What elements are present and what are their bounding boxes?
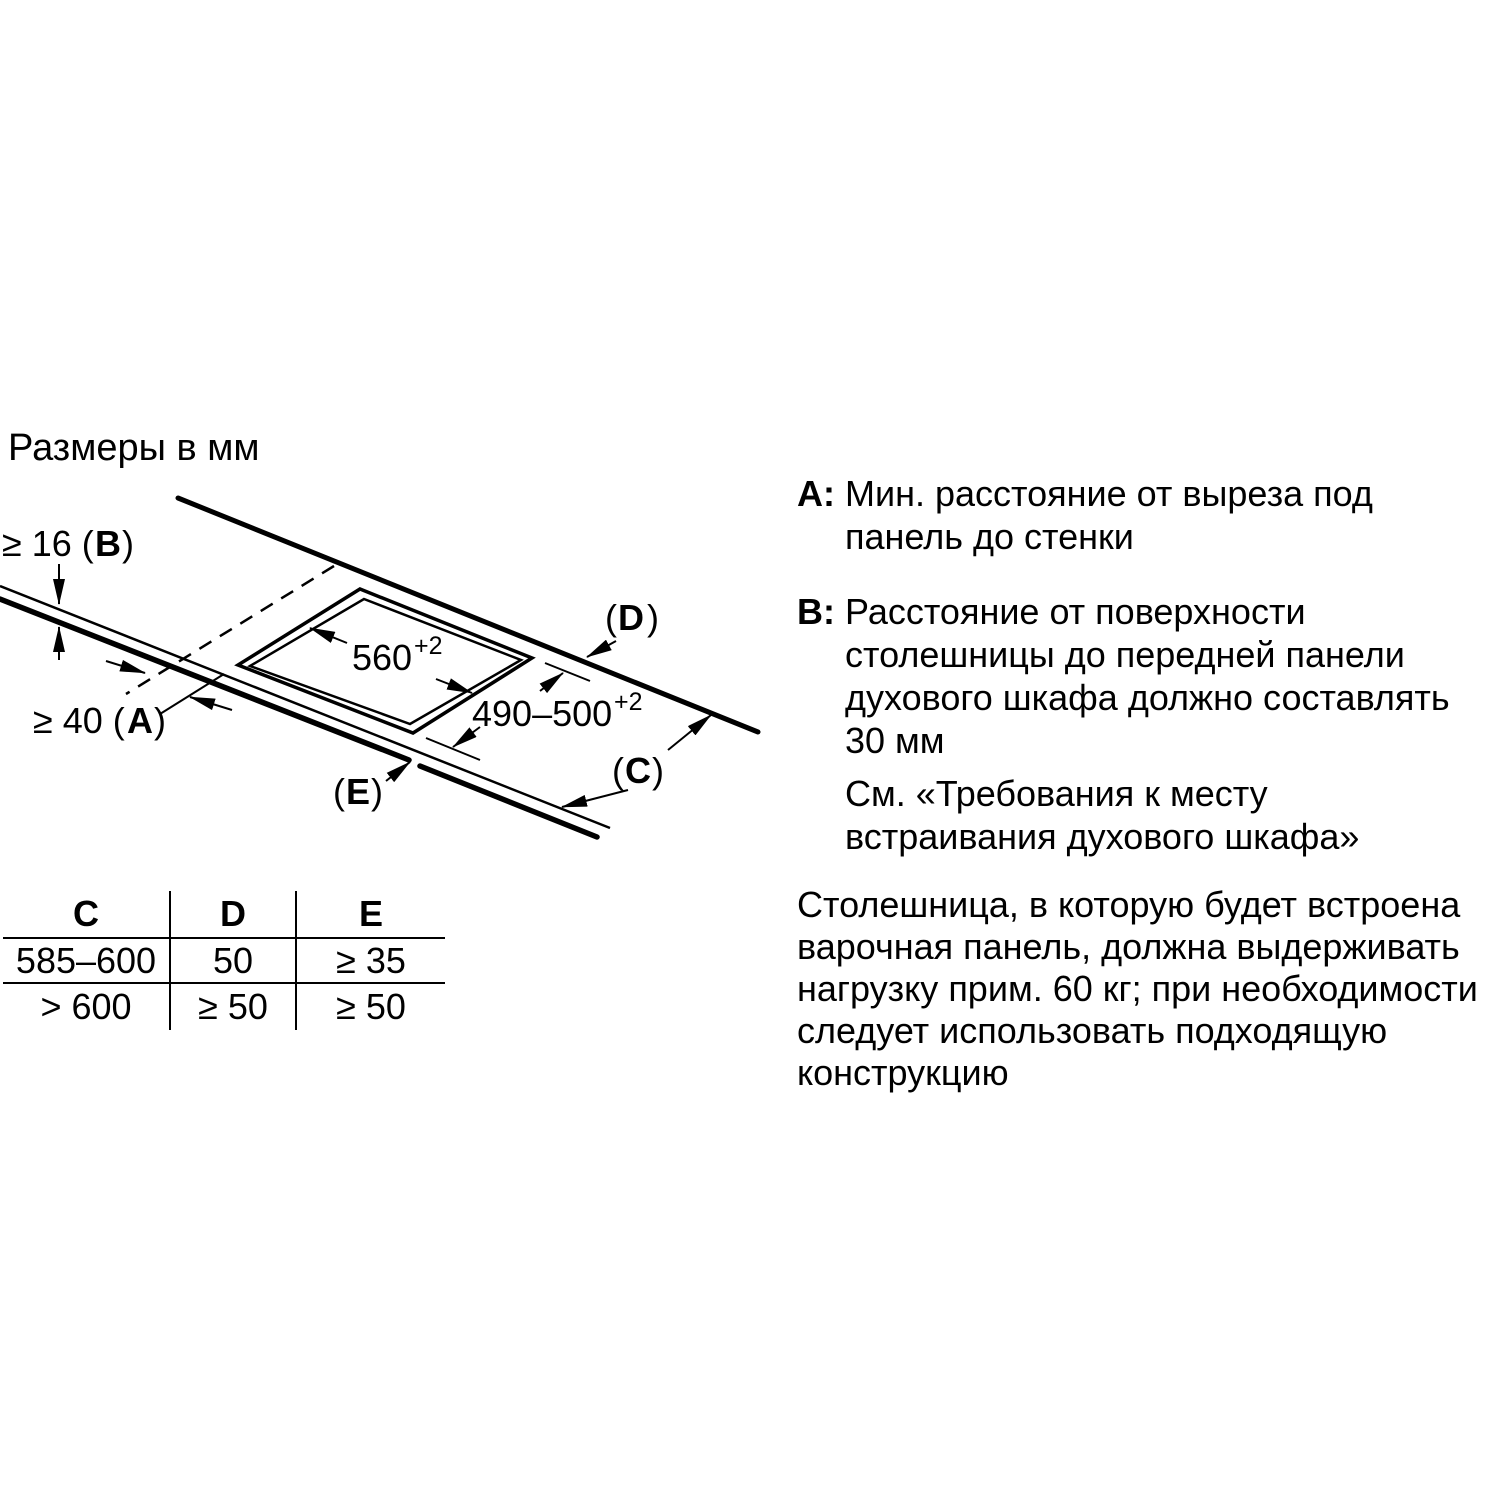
dim-a-left-arrow (106, 661, 145, 673)
label-c-post: ) (652, 750, 664, 791)
countertop-front-thick-edge-right (420, 766, 597, 837)
label-d-letter: D (618, 597, 644, 638)
label-d-pre: ( (605, 597, 617, 638)
label-d (605, 597, 659, 638)
label-d-post: ) (647, 597, 659, 638)
label-c-pre: ( (612, 750, 624, 791)
dim-560-tolerance: +2 (414, 632, 443, 660)
cutout-right-extension-line (545, 663, 590, 681)
paragraph-line: следует использовать подходящую (797, 1010, 1388, 1051)
label-c (612, 750, 664, 791)
paragraph-line: нагрузку прим. 60 кг; при необходимости (797, 968, 1478, 1009)
table-header-c: C (73, 893, 99, 934)
worktop-load-paragraph (797, 884, 1478, 1094)
dim-560-value: 560 (352, 637, 413, 678)
label-e-letter: E (346, 771, 371, 812)
dimension-table (3, 891, 445, 1030)
dim-a-suffix: ) (154, 700, 166, 741)
dim-a-letter: A (127, 700, 153, 741)
table-cell: ≥ 35 (297, 937, 445, 982)
note-b-line: духового шкафа должно составлять (845, 677, 1450, 718)
note-a-line: панель до стенки (845, 516, 1134, 557)
note-a-label: A: (797, 473, 835, 514)
page-title: Размеры в мм (8, 427, 260, 469)
table-cell: > 600 (3, 982, 169, 1030)
dim-b-label (2, 523, 134, 564)
cutout-left-extension-line (160, 674, 224, 714)
label-e (333, 771, 383, 812)
table-cell: ≥ 50 (297, 982, 445, 1030)
label-c-letter: C (625, 750, 651, 791)
note-b-label: B: (797, 591, 835, 632)
note-see-line: встраивания духового шкафа» (845, 816, 1360, 857)
dim-b-letter: B (95, 523, 121, 564)
dim-490-upper-leader (540, 673, 563, 691)
table-cell: 50 (169, 937, 297, 982)
note-b-line: Расстояние от поверхности (845, 591, 1306, 632)
dim-a-prefix: ≥ 40 ( (33, 700, 125, 741)
paragraph-line: варочная панель, должна выдерживать (797, 926, 1460, 967)
label-e-post: ) (371, 771, 383, 812)
label-e-pre: ( (333, 771, 345, 812)
dim-b-prefix: ≥ 16 ( (2, 523, 94, 564)
dim-a-label (33, 700, 166, 741)
dim-490-tolerance: +2 (614, 688, 643, 716)
table-header-e: E (358, 893, 383, 934)
note-a (797, 472, 1373, 558)
label-c-front-arrow (562, 790, 628, 807)
dim-b-suffix: ) (122, 523, 134, 564)
note-b-line: 30 мм (845, 720, 945, 761)
dim-490-value: 490–500 (472, 693, 613, 734)
note-a-line: Мин. расстояние от выреза под (845, 473, 1373, 514)
label-c-back-arrow (668, 715, 711, 750)
dim-a-right-arrow (190, 697, 232, 710)
label-d-arrow (587, 641, 616, 657)
cutout-bottom-extension-line (426, 738, 480, 760)
table-cell: 585–600 (3, 937, 169, 982)
note-see-reference (797, 772, 1359, 858)
paragraph-line: Столешница, в которую будет встроена (797, 884, 1461, 925)
dim-490-label (472, 688, 643, 734)
note-b (797, 590, 1450, 762)
note-see-line: См. «Требования к месту (845, 773, 1268, 814)
note-b-line: столешницы до передней панели (845, 634, 1405, 675)
paragraph-line: конструкцию (797, 1052, 1009, 1093)
table-header-d: D (169, 891, 297, 937)
table-cell: ≥ 50 (169, 982, 297, 1030)
label-e-arrow (386, 762, 410, 781)
